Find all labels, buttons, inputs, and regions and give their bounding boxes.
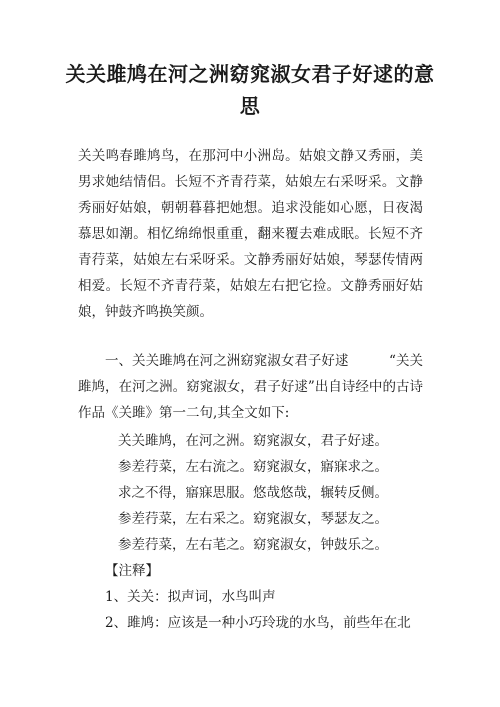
document-title: 关关雎鸠在河之洲窈窕淑女君子好逑的意思 — [65, 62, 435, 118]
note-item: 1、关关：拟声词，水鸟叫声 — [105, 589, 276, 605]
poem-line: 参差荇菜，左右流之。窈窕淑女，寤寐求之。 — [118, 459, 388, 475]
section-one-paragraph: 一、关关雎鸠在河之洲窈窕淑女君子好逑 “关关雎鸠，在河之洲。窈窕淑女，君子好逑”出自诗经中的古诗作品《关雎》第一二句,其全文如下: — [78, 353, 423, 421]
notes-block — [105, 558, 435, 636]
poem-block — [118, 428, 428, 558]
notes-heading: 【注释】 — [105, 563, 159, 579]
poem-line: 求之不得，寤寐思服。悠哉悠哉，辗转反侧。 — [118, 485, 388, 501]
poem-line: 参差荇菜，左右采之。窈窕淑女，琴瑟友之。 — [118, 511, 388, 527]
note-item: 2、雎鸠：应该是一种小巧玲珑的水鸟，前些年在北 — [105, 615, 411, 631]
poem-line: 关关雎鸠，在河之洲。窈窕淑女，君子好逑。 — [118, 433, 388, 449]
poem-line: 参差荇菜，左右芼之。窈窕淑女，钟鼓乐之。 — [118, 537, 388, 553]
intro-paragraph: 关关鸣春雎鸠鸟，在那河中小洲岛。姑娘文静又秀丽，美男求她结情侣。长短不齐青荇菜，姑娘左右采呀采。文静秀丽好姑娘，朝朝暮暮把她想。追求没能如心愿，日夜渴慕思如潮。相忆绵绵恨重重，翻来覆去难成眠。长短不齐青荇菜，姑娘左右采呀采。文静秀丽好姑娘，琴瑟传情两相爱。长短不齐青荇菜，姑娘左右把它捡。文静秀丽好姑娘，钟鼓齐鸣换笑颜。 — [78, 148, 423, 320]
